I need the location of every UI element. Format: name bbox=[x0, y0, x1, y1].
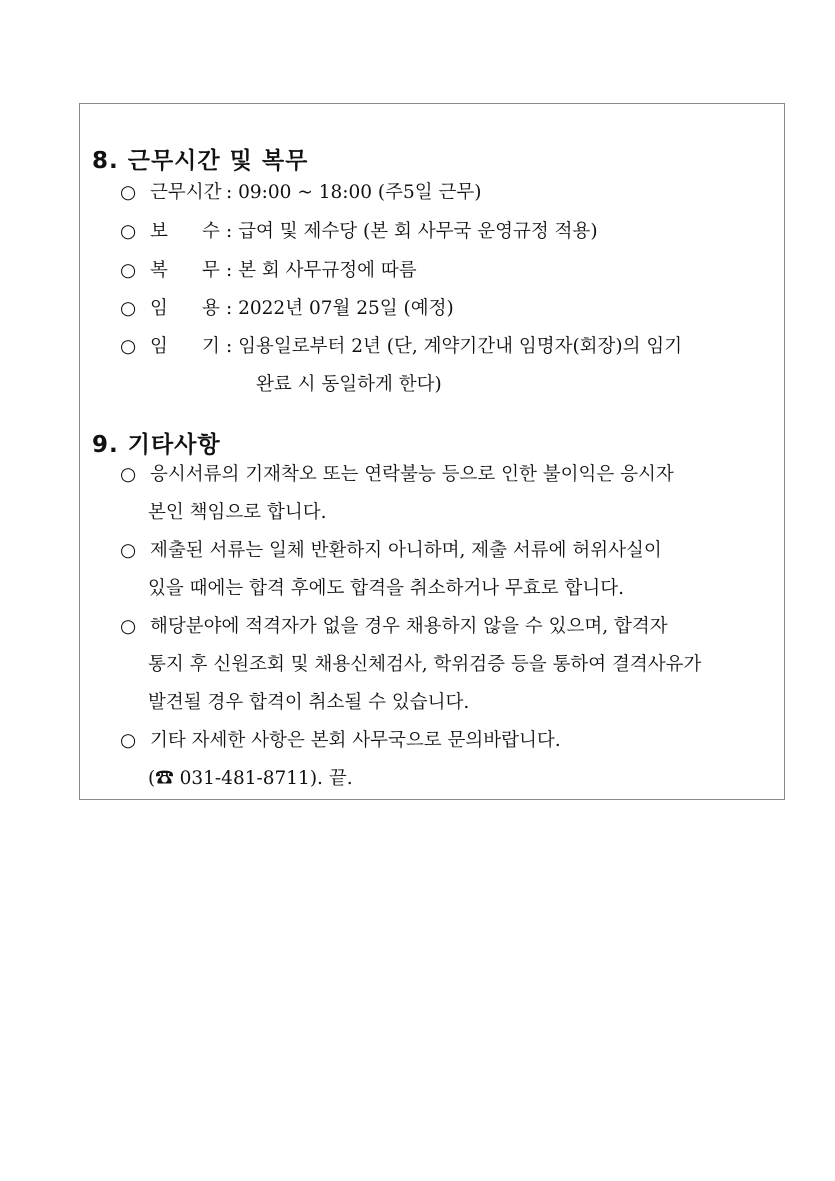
work-hours-row bbox=[120, 184, 481, 203]
term-value-continued: 완료 시 동일하게 한다) bbox=[256, 374, 442, 395]
circle-bullet-icon: ○ bbox=[120, 260, 137, 281]
duty-label-2: 무 bbox=[202, 260, 220, 281]
note-3-text-1: 해당분야에 적격자가 없을 경우 채용하지 않을 수 있으며, 합격자 bbox=[150, 616, 668, 637]
note-2-line-2: 있을 때에는 합격 후에도 합격을 취소하거나 무효로 합니다. bbox=[148, 578, 624, 599]
colon: : bbox=[226, 298, 233, 319]
note-1-text-1: 응시서류의 기재착오 또는 연락불능 등으로 인한 불이익은 응시자 bbox=[150, 464, 674, 485]
work-hours-label: 근무시간 bbox=[150, 182, 222, 203]
contact-suffix: ). 끝. bbox=[309, 768, 353, 789]
circle-bullet-icon: ○ bbox=[120, 616, 137, 637]
salary-value: 급여 및 제수당 (본 회 사무국 운영규정 적용) bbox=[238, 221, 598, 242]
note-1-line-1 bbox=[120, 466, 674, 485]
colon: : bbox=[226, 336, 233, 357]
duty-row bbox=[120, 262, 417, 281]
duty-label-1: 복 bbox=[150, 260, 168, 281]
circle-bullet-icon: ○ bbox=[120, 221, 137, 242]
term-label-2: 기 bbox=[202, 336, 220, 357]
open-paren: ( bbox=[148, 768, 156, 789]
salary-label-2: 수 bbox=[202, 221, 220, 242]
appointment-label-1: 임 bbox=[150, 298, 168, 319]
note-1-line-2: 본인 책임으로 합니다. bbox=[148, 502, 327, 523]
note-2-line-1 bbox=[120, 542, 662, 561]
term-row bbox=[120, 338, 682, 357]
term-label-1: 임 bbox=[150, 336, 168, 357]
circle-bullet-icon: ○ bbox=[120, 298, 137, 319]
colon: : bbox=[226, 182, 233, 203]
circle-bullet-icon: ○ bbox=[120, 182, 137, 203]
term-value: 임용일로부터 2년 (단, 계약기간내 임명자(회장)의 임기 bbox=[238, 336, 683, 357]
appointment-value: 2022년 07월 25일 (예정) bbox=[238, 298, 454, 319]
section-9-title: 9. 기타사항 bbox=[92, 432, 221, 458]
circle-bullet-icon: ○ bbox=[120, 336, 137, 357]
contact-line bbox=[148, 770, 353, 789]
phone-number: 031-481-8711 bbox=[179, 768, 310, 789]
circle-bullet-icon: ○ bbox=[120, 464, 137, 485]
appointment-label-2: 용 bbox=[202, 298, 220, 319]
duty-value: 본 회 사무규정에 따름 bbox=[238, 260, 417, 281]
colon: : bbox=[226, 221, 233, 242]
note-3-line-3: 발견될 경우 합격이 취소될 수 있습니다. bbox=[148, 692, 470, 713]
colon: : bbox=[226, 260, 233, 281]
phone-icon: ☎ bbox=[155, 768, 174, 789]
salary-row bbox=[120, 223, 598, 242]
note-3-line-2: 통지 후 신원조회 및 채용신체검사, 학위검증 등을 통하여 결격사유가 bbox=[148, 654, 702, 675]
note-4-text-1: 기타 자세한 사항은 본회 사무국으로 문의바랍니다. bbox=[150, 730, 561, 751]
appointment-row bbox=[120, 300, 454, 319]
circle-bullet-icon: ○ bbox=[120, 540, 137, 561]
note-4-line-1 bbox=[120, 732, 561, 751]
section-8-title: 8. 근무시간 및 복무 bbox=[92, 148, 309, 174]
salary-label-1: 보 bbox=[150, 221, 168, 242]
work-hours-value: 09:00 ~ 18:00 (주5일 근무) bbox=[238, 182, 482, 203]
circle-bullet-icon: ○ bbox=[120, 730, 137, 751]
note-3-line-1 bbox=[120, 618, 668, 637]
note-2-text-1: 제출된 서류는 일체 반환하지 아니하며, 제출 서류에 허위사실이 bbox=[150, 540, 662, 561]
